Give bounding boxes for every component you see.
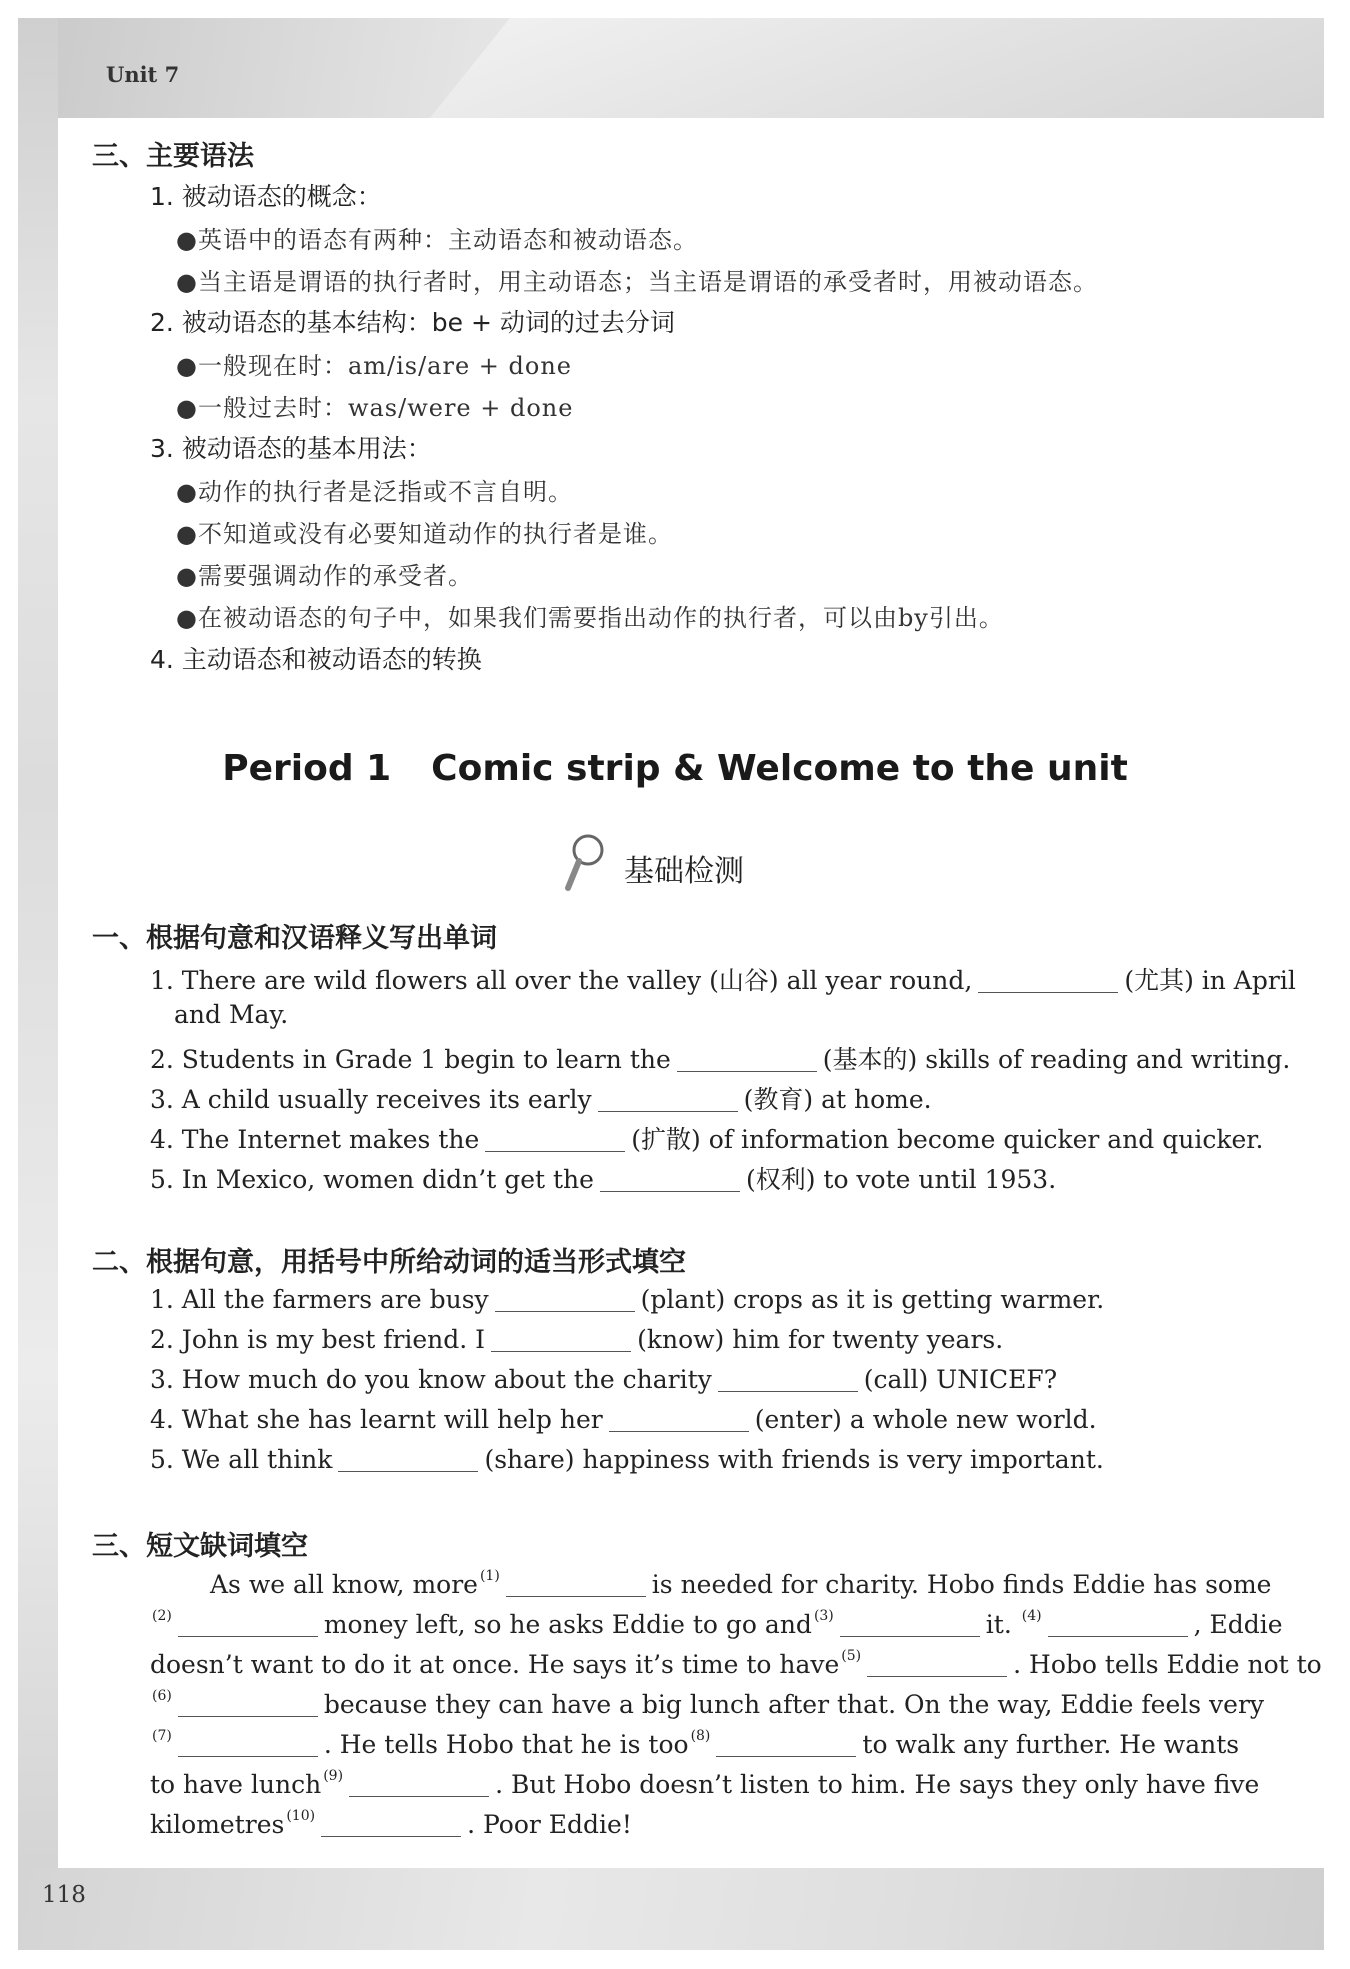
s1-q5-hint: (权利) to vote until 1953. bbox=[745, 1165, 1057, 1194]
s1-q4-hint: (扩散) of information become quicker and quicker. bbox=[631, 1125, 1264, 1154]
blank-number: (7) bbox=[152, 1727, 172, 1744]
passage-line-2 bbox=[150, 1607, 1283, 1639]
grammar-item-3-bullet-4: ●在被动语态的句子中，如果我们需要指出动作的执行者，可以由by引出。 bbox=[176, 604, 1004, 632]
answer-blank[interactable] bbox=[178, 1755, 318, 1757]
answer-blank[interactable] bbox=[867, 1675, 1007, 1677]
s1-q1-hint: (尤其) in April bbox=[1124, 966, 1296, 995]
section-2-heading: 二、根据句意，用括号中所给动词的适当形式填空 bbox=[92, 1247, 686, 1278]
passage-text: it. bbox=[985, 1610, 1012, 1639]
passage-text: to have lunch bbox=[150, 1770, 322, 1799]
s2-q2-text: 2. John is my best friend. I bbox=[150, 1325, 486, 1354]
answer-blank[interactable] bbox=[978, 991, 1118, 993]
s1-question-1 bbox=[150, 961, 1296, 997]
answer-blank[interactable] bbox=[1048, 1635, 1188, 1637]
grammar-item-1-bullet-2: ●当主语是谓语的执行者时，用主动语态；当主语是谓语的承受者时，用被动语态。 bbox=[176, 268, 1098, 296]
blank-number: (8) bbox=[690, 1727, 711, 1744]
passage-line-1 bbox=[210, 1567, 1272, 1599]
s2-q5-text: 5. We all think bbox=[150, 1445, 333, 1474]
magnifier-icon bbox=[560, 832, 610, 894]
passage-text: . Poor Eddie! bbox=[467, 1810, 632, 1839]
grammar-item-1: 1. 被动语态的概念： bbox=[150, 182, 382, 211]
header-decoration bbox=[430, 18, 1324, 118]
blank-number: (3) bbox=[813, 1607, 834, 1624]
passage-line-4 bbox=[150, 1687, 1265, 1719]
answer-blank[interactable] bbox=[338, 1470, 478, 1472]
s2-q3-hint: (call) UNICEF? bbox=[863, 1365, 1058, 1394]
s2-q4-text: 4. What she has learnt will help her bbox=[150, 1405, 603, 1434]
period-name: Comic strip & Welcome to the unit bbox=[431, 748, 1128, 789]
grammar-item-3-bullet-3: ●需要强调动作的承受者。 bbox=[176, 562, 473, 590]
answer-blank[interactable] bbox=[677, 1070, 817, 1072]
grammar-item-3-bullet-1: ●动作的执行者是泛指或不言自明。 bbox=[176, 478, 573, 506]
s2-q2-hint: (know) him for twenty years. bbox=[637, 1325, 1004, 1354]
s1-question-5 bbox=[150, 1160, 1056, 1196]
blank-number: (5) bbox=[841, 1647, 862, 1664]
period-number: Period 1 bbox=[222, 748, 392, 789]
passage-line-5 bbox=[150, 1727, 1240, 1759]
passage-text: doesn’t want to do it at once. He says it’s time to have bbox=[150, 1650, 840, 1679]
blank-number: (10) bbox=[286, 1807, 316, 1824]
grammar-item-3-bullet-2: ●不知道或没有必要知道动作的执行者是谁。 bbox=[176, 520, 673, 548]
blank-number: (4) bbox=[1021, 1607, 1042, 1624]
s1-q3-text: 3. A child usually receives its early bbox=[150, 1085, 592, 1114]
s1-question-4 bbox=[150, 1120, 1263, 1156]
answer-blank[interactable] bbox=[506, 1595, 646, 1597]
s1-q1-text: 1. There are wild flowers all over the valley (山谷) all year round, bbox=[150, 966, 973, 995]
passage-text: money left, so he asks Eddie to go and bbox=[323, 1610, 812, 1639]
answer-blank[interactable] bbox=[600, 1190, 740, 1192]
blank-number: (6) bbox=[152, 1687, 172, 1704]
s1-q2-text: 2. Students in Grade 1 begin to learn the bbox=[150, 1045, 671, 1074]
grammar-heading: 三、主要语法 bbox=[92, 141, 254, 172]
answer-blank[interactable] bbox=[349, 1795, 489, 1797]
s2-question-5 bbox=[150, 1445, 1104, 1474]
answer-blank[interactable] bbox=[716, 1755, 856, 1757]
s2-q4-hint: (enter) a whole new world. bbox=[754, 1405, 1097, 1434]
passage-line-3 bbox=[150, 1647, 1322, 1679]
passage-text: is needed for charity. Hobo finds Eddie has some bbox=[651, 1570, 1272, 1599]
passage-text: . But Hobo doesn’t listen to him. He says they only have five bbox=[495, 1770, 1260, 1799]
s2-question-4 bbox=[150, 1405, 1097, 1434]
passage-text: As we all know, more bbox=[210, 1570, 478, 1599]
answer-blank[interactable] bbox=[718, 1390, 858, 1392]
period-title bbox=[0, 748, 1350, 789]
s2-q3-text: 3. How much do you know about the charity bbox=[150, 1365, 712, 1394]
blank-number: (2) bbox=[152, 1607, 172, 1624]
answer-blank[interactable] bbox=[178, 1635, 318, 1637]
s2-q1-text: 1. All the farmers are busy bbox=[150, 1285, 489, 1314]
answer-blank[interactable] bbox=[491, 1350, 631, 1352]
passage-text: . Hobo tells Eddie not to bbox=[1013, 1650, 1322, 1679]
s1-q4-text: 4. The Internet makes the bbox=[150, 1125, 480, 1154]
s1-q1-continuation: and May. bbox=[174, 1000, 289, 1029]
passage-line-6 bbox=[150, 1767, 1260, 1799]
answer-blank[interactable] bbox=[321, 1835, 461, 1837]
section-3-heading: 三、短文缺词填空 bbox=[92, 1531, 308, 1562]
s1-question-3 bbox=[150, 1080, 932, 1116]
grammar-item-2-bullet-1: ●一般现在时：am/is/are + done bbox=[176, 352, 572, 380]
answer-blank[interactable] bbox=[609, 1430, 749, 1432]
blank-number: (9) bbox=[323, 1767, 344, 1784]
s2-q1-hint: (plant) crops as it is getting warmer. bbox=[640, 1285, 1105, 1314]
unit-label: Unit 7 bbox=[106, 62, 180, 87]
passage-text: kilometres bbox=[150, 1810, 285, 1839]
left-margin-band bbox=[18, 18, 58, 1950]
footer-band bbox=[18, 1868, 1324, 1950]
answer-blank[interactable] bbox=[485, 1150, 625, 1152]
s2-question-1 bbox=[150, 1285, 1104, 1314]
answer-blank[interactable] bbox=[598, 1110, 738, 1112]
passage-text: to walk any further. He wants bbox=[862, 1730, 1240, 1759]
passage-text: because they can have a big lunch after that. On the way, Eddie feels very bbox=[323, 1690, 1265, 1719]
grammar-item-2-bullet-2: ●一般过去时：was/were + done bbox=[176, 394, 574, 422]
answer-blank[interactable] bbox=[178, 1715, 318, 1717]
section-1-heading: 一、根据句意和汉语释义写出单词 bbox=[92, 923, 497, 954]
passage-line-7 bbox=[150, 1807, 632, 1839]
grammar-item-2: 2. 被动语态的基本结构：be + 动词的过去分词 bbox=[150, 308, 675, 337]
s2-question-2 bbox=[150, 1325, 1003, 1354]
grammar-item-1-bullet-1: ●英语中的语态有两种：主动语态和被动语态。 bbox=[176, 226, 698, 254]
s1-q2-hint: (基本的) skills of reading and writing. bbox=[822, 1045, 1291, 1074]
s1-q3-hint: (教育) at home. bbox=[743, 1085, 932, 1114]
basic-check-label: 基础检测 bbox=[624, 854, 744, 889]
passage-text: . He tells Hobo that he is too bbox=[323, 1730, 689, 1759]
answer-blank[interactable] bbox=[495, 1310, 635, 1312]
s1-question-2 bbox=[150, 1040, 1290, 1076]
s1-q5-text: 5. In Mexico, women didn’t get the bbox=[150, 1165, 594, 1194]
page-number: 118 bbox=[42, 1882, 86, 1908]
grammar-item-3: 3. 被动语态的基本用法： bbox=[150, 434, 432, 463]
answer-blank[interactable] bbox=[840, 1635, 980, 1637]
s2-q5-hint: (share) happiness with friends is very important. bbox=[484, 1445, 1104, 1474]
grammar-item-4: 4. 主动语态和被动语态的转换 bbox=[150, 645, 482, 674]
passage-text: , Eddie bbox=[1193, 1610, 1283, 1639]
s2-question-3 bbox=[150, 1365, 1057, 1394]
blank-number: (1) bbox=[479, 1567, 500, 1584]
